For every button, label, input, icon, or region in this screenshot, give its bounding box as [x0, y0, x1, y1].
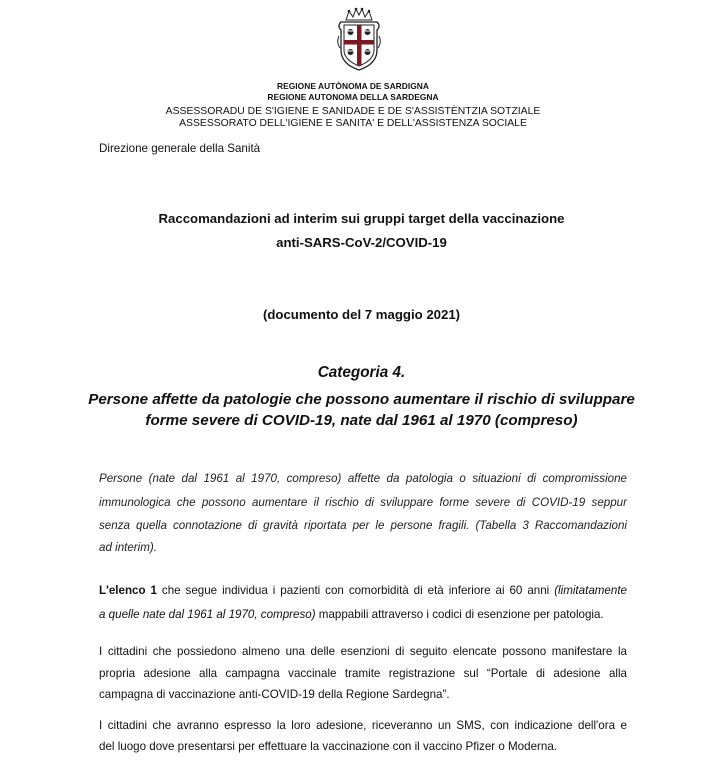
region-name-sardinian: REGIONE AUTÒNOMA DE SARDIGNA [277, 81, 429, 91]
adesione-line: del luogo dove presentarsi per effettuare la vaccinazione con il vaccino Pfizer o Moderna. [99, 740, 558, 753]
elenco-text: che segue individua i pazienti con comorbidità di età inferiore ai 60 anni [156, 584, 555, 597]
elenco-label: L'elenco 1 [99, 584, 157, 597]
sardinia-coat-of-arms-icon [337, 6, 381, 72]
cittadini-line: propria adesione alla campagna vaccinale tramite registrazione sul “Portale di adesione alla [99, 667, 627, 680]
region-name-italian: REGIONE AUTONOMA DELLA SARDEGNA [267, 92, 439, 102]
document-date: (documento del 7 maggio 2021) [262, 307, 461, 322]
description-line: immunologica che possono aumentare il rischio di sviluppare forme severe di COVID-19 seppur [99, 496, 627, 509]
category-subtitle-line1: Persone affette da patologie che possono aumentare il rischio di sviluppare [88, 391, 635, 408]
elenco-line1 [99, 582, 627, 600]
elenco-line2 [99, 606, 627, 624]
description-line: Persone (nate dal 1961 al 1970, compreso) affette da patologia o situazioni di compromissione [99, 472, 627, 485]
elenco-italic: (limitatamente [554, 584, 627, 597]
category-subtitle-line2: forme severe di COVID-19, nate dal 1961 al 1970 (compreso) [145, 412, 578, 429]
elenco-italic: a quelle nate dal 1961 al 1970, compreso) [99, 608, 316, 621]
category-heading: Categoria 4. [317, 364, 406, 381]
description-line: senza quella connotazione di gravità riportata per le persone fragili. (Tabella 3 Raccomandazioni [99, 519, 627, 532]
document-title-line2: anti-SARS-CoV-2/COVID-19 [276, 235, 447, 250]
elenco-text: mappabili attraverso i codici di esenzione per patologia. [315, 608, 604, 621]
assessorato-sardinian: ASSESSORADU DE S'IGIENE E SANIDADE E DE S'ASSISTÈNTZIA SOTZIALE [165, 106, 541, 117]
cittadini-line: campagna di vaccinazione anti-COVID-19 della Regione Sardegna”. [99, 688, 450, 701]
description-line: ad interim). [99, 541, 157, 554]
assessorato-italian: ASSESSORATO DELL'IGIENE E SANITA' E DELL'ASSISTENZA SOCIALE [179, 118, 527, 129]
direzione-label: Direzione generale della Sanità [99, 142, 261, 155]
cittadini-line: I cittadini che possiedono almeno una delle esenzioni di seguito elencate possono manifestare la [99, 645, 627, 658]
adesione-line: I cittadini che avranno espresso la loro adesione, riceveranno un SMS, con indicazione dell'ora e [99, 719, 627, 732]
document-title-line1: Raccomandazioni ad interim sui gruppi target della vaccinazione [158, 211, 565, 226]
